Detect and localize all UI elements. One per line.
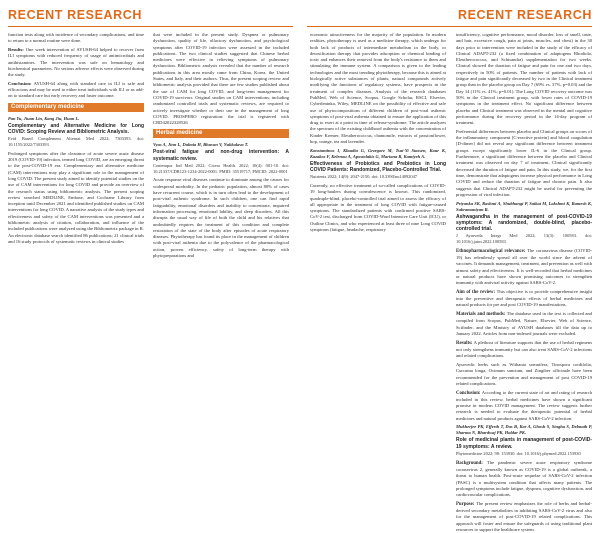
article-citation: Evid Based Complement Alternat Med 2022; 7303393. doi: 10.1155/2022/7303393 — [8, 136, 144, 147]
column-3 — [310, 32, 446, 420]
paragraph — [8, 47, 144, 78]
header-title-right: RECENT RESEARCH — [457, 8, 592, 22]
lead-label: Conclusion: — [8, 80, 32, 86]
paragraph: function tests along with incidence of secondary complications, and time to return to a normal routine were done. — [8, 32, 144, 44]
article-authors: Vyas A, Jinn L, Dalmia H, Bhuvan V, Nakkalava T. — [153, 142, 249, 148]
paragraph-text: According to the current state of art and rating of research included in this review, herbal medicines have shown a significant promise in modern COVID management. The review suggests further research is needed to evaluate the therapeutic potential of herbal medicines and natural products against SARS-CoV-2 infection. — [456, 389, 592, 421]
paragraph-text: The database used in the text is collected and compiled from Scopus, PubMed, Nature, Elsevier, Web of Science, Scifinder, and the Ministry of AYUSH databases till the data up to January 2022. Articles from non-indexed journals were excluded. — [456, 311, 592, 337]
paragraph — [456, 248, 592, 287]
header-rule-right — [307, 26, 592, 27]
article-title: Ashwagandha in the management of post-COVID-19 symptoms: A randomized, double-blind, placebo-controlled trial. — [456, 213, 592, 232]
article-authors: Mukherjee PK, Efferth T, Das B, Kar A, Ghosh S, Singha S, Debnath P, Sharma N, Bhardwaj PK, Haldar PK. — [456, 424, 592, 436]
paragraph — [456, 311, 592, 337]
lead-label: Materials and methods: — [456, 312, 506, 318]
paragraph — [456, 289, 592, 309]
paragraph-text: The coronavirus disease (COVID-19) has relentlessly spread all over the world since the advent of vaccines. It demands management, treatment, and prevention as well with utmost safety and effectiveness. It is well-recorded that herbal medicines or natural products have shown promising outcomes to strengthen immunity with antiviral activity against SARS-CoV-2. — [456, 247, 592, 286]
running-header-right — [458, 6, 592, 24]
paragraph-text: The present review emphasizes the role of herbs and herbal-derived secondary metabolites in inhibiting SARS-CoV-2 virus and also for the management of post-COVID-19 related complications. This approach will foster and ensure the safeguards of using traditional plant resources to support the healthcare system. — [456, 500, 592, 533]
lead-label: Conclusion: — [456, 390, 481, 396]
paragraph: Ayurvedic herbs such as Withania somnifera, Tinospora cordifolia, Curcuma longa, Ocimum sanctum, and Zingiber officinale have been recommended for the prevention and management of post COVID-19 related complications. — [456, 362, 592, 386]
header-rule-left — [8, 26, 293, 27]
column-2 — [153, 32, 289, 420]
article-authors: Konstantinos I, Klaudia G, Grzegorz M, Tsui-Yi Stassen, Kaur K, Kazakos F, Kelenou A, Apostolakis G, Mariana R, Kamiyeh A. — [310, 147, 446, 159]
paragraph: Prolonged symptoms after the clearance of acute severe acute disease 2019 (COVID-19) infection, termed long COVID, are an emerging threat to the post-COVID-19 era. Complementary and alternative medicine (CAM) interventions may play a significant role in the management of long COVID. The present study aimed to identify potential studies on the use of CAM interventions for long COVID and provide an overview of the research status using bibliometric analysis. The present scoping review searched MEDLINE, Embase, and Cochrane Library from inception until December 2021 and identified published studies on CAM interventions for long COVID. A narrative analysis of the study types and effectiveness and safety of the CAM interventions was presented and a bibliometric analysis of citation, collaboration, and influence of the included publications were analyzed using the Bibliometrix package in R. An electronic database search identified 86 publications; 21 clinical trials and 16 study protocols of systematic reviews in clinical studies — [8, 150, 144, 244]
paragraph: insufficiency, cognitive performance, mood disorder, loss of smell, taste, and hair, excessive cough, pain at joints, muscles, and chest) in the 30 days prior to intervention were included in the study of the efficacy of Clinical ADAPT-232 (a fixed combination of adaptogens Rhodiola, Eleutherococcus, and Schisandra) supplementation for two weeks. Clinical showed the duration of fatigue and pain for one and two days, respectively in 50% of patients. The number of patients with lack of fatigue and pain significantly decreased by two in the Clinical treatment group than in the placebo group on Day 7 (69% vs. 37%, p=0.03) and the Day 14 (11% vs. 41%; p=0.01). The Long COVID recovery outcome was 50% in the Clinical treatment group, with lower rates of COVID-19 symptoms in the treatment effect. No significant difference between placebo and Clinical treatment was observed in the mental and cognitive performance during the recovery period in the 14-day program of treatment. — [456, 32, 592, 126]
paragraph-text: The pandemic severe acute respiratory syndrome coronavirus 2, generally known as COVID-19 is a global outbreak, a threat to human health. Post-acute sequelae of SARS-CoV-2 infection (PASC) is a multisystem condition that affects many patients. The prolonged symptoms include fatigue, dyspnea, cognitive dysfunction, and cardiovascular complications. — [456, 459, 592, 498]
paragraph — [456, 460, 592, 499]
article-title: Role of medicinal plants in management of post-COVID-19 symptoms: A review. — [456, 437, 592, 450]
article-title: Effectiveness of Probiotics and Prebiotics in Long COVID Patients: Randomized, Placebo-Controlled Trial. — [310, 160, 446, 173]
article-citation: J Ayurveda Integr Med 2022; 13(3): 100583. doi: 10.1016/j.jaim.2022.100583 — [456, 233, 592, 244]
lead-label: Purpose: — [456, 501, 475, 507]
paragraph-text: AYUSH-64 along with standard care in ILI is safe and efficacious and may be used to either treat individuals with ILI or as add-on to standard care but early recovery and faster outcome. — [8, 80, 144, 99]
lead-label: Results: — [8, 46, 24, 52]
article-authors: Priyanka SK, Rashmi A, Shubhangi P, Saikat M, Lakshmi K, Ramesh K, Subramaniyan R. — [456, 200, 592, 212]
paragraph — [456, 340, 592, 360]
lead-label: Results: — [456, 340, 473, 346]
paragraph-text: A plethora of literature supports that the use of herbal regimens not only strengthens immunity but can also treat SARS-CoV-2 infections and related complications. — [456, 339, 592, 359]
subheading: Ethnopharmacological relevance: — [456, 248, 526, 254]
paragraph-text: One week intervention of AYUSH-64 helped to recover from ILI symptoms with reduced frequency of usage of antimicrobials and antihistamines. The intervention was safe on hematology and biochemical parameters. No serious adverse effects were observed during the study. — [8, 46, 144, 78]
column-4 — [456, 32, 592, 533]
paragraph: Currently, no effective treatment of so-called complications of COVID-19 long-haulers during convalescence is known. This randomized, quadruple-blind, placebo-controlled trial aimed to assess the efficacy of all appropriate in the treatment of long COVID with fatigue-caused symptoms. The standardized patients with confirmed positive SARS-CoV-2 test, discharged from COVID-Ward Intensive Care Unit (ICU), or Outline Clinics, and who experienced at least three of nine Long COVID symptoms (fatigue, headache, respiratory — [310, 182, 446, 233]
article-citation: Contempor Ind Med 2022; Cicero Health. 2022; 10(4): 001-10. doi: 10.21337/CDR123-1234-2022-0001. PMID: 35519717; PMCID: 2022-0001 — [153, 162, 289, 174]
paragraph — [456, 501, 592, 533]
section-heading-complementary: Complementary medicine — [8, 103, 144, 112]
lead-label: Aim of the review: — [456, 289, 496, 295]
section-heading-herbal: Herbal medicine — [153, 129, 289, 138]
running-header-left — [8, 6, 142, 24]
paragraph-text: This objective is to provide comprehensive insight into the preventive and therapeutic effects of herbal medicines and natural products for pre and post COVID-19 manifestations. — [456, 288, 592, 308]
header-title-left: RECENT RESEARCH — [8, 8, 143, 22]
paragraph: Acute response viral diseases continue to dominate among the causes for widespread morbidity. In the pediatric population, almost 80% of cases have recurrent course, which is in turn often lead to the development of post-viral asthenic syndrome. In such children, one can find rapid fatiguability, emotional disorders and inability to concentrate, impaired information processing, emotional lability, and sleep disorders. All this disrupts the usual way of life of both the child and his relatives that undoubtedly requires the treatment of this condition and complete restoration of the state of the body after episodes of acute respiratory diseases. Phytotherapy has found its place in the management of children with post-viral asthenia due to the polyvalence of the pharmacological action, proven efficiency, safety of long-term therapy with phytopreparations and — [153, 177, 289, 259]
paragraph: Preferential differences between placebo and Clinical groups on scores of the inflammatory component [C-reactive protein] and blood coagulation [D-dimer] did not reveal any significant difference between treatment groups except significantly lower IL-6 in the Clinical group. Furthermore, a significant difference between the placebo and Clinical treatment was observed on day 7 of treatment, Clinical significantly decreased the duration of fatigue and pain. In this study, we, for the first time, demonstrate that adaptogens increase physical performance in Long COVID and reduce the duration of fatigue and chronic pain. It also suggests that Clinical ADAPT-232 might be useful for preventing the progression of viral infection. — [456, 128, 592, 197]
page-gutter — [298, 0, 302, 424]
article-authors: Pan Yu, Jiuan Lin, Kang Jiu, Huan L. — [8, 115, 80, 121]
article-title: Complementary and Alternative Medicine for Long COVID: Scoping Review and Bibliometric Analysis. — [8, 122, 144, 135]
article-citation: Nutrients 2022; 14(9): 2047-2150. doi: 10.3390/nu14092047 — [310, 174, 417, 180]
article-citation: Phytomedicine 2022; 98: 153930. doi: 10.1016/j.phymed.2022.153930 — [456, 450, 581, 456]
paragraph — [8, 81, 144, 100]
article-title: Post-viral fatigue and non-drug intervention: A systematic review. — [153, 149, 289, 162]
column-1 — [8, 32, 144, 420]
paragraph — [456, 390, 592, 422]
paragraph: economic attractiveness for the majority of the population. In modern realities, phytotherapy is used as a medicine therapy, which undergo for both lack of products of intermediate metabolism in the body, or detoxification therapy that provides adsorption or chemical binding of toxic and enhances their removal from the body's resistance to them and stimulating the immune system. A comparison is given to the leading technologies and the most trending phytotherapy, because this is aimed at biologically active substances of plants; natural compounds actively modifying the functions of regulatory systems, have prospects in the treatment of complex diseases. Analysis of the research databases PubMed, Web of Science, Scopus, Google Scholar, RSCI, Elsevier, Cyberleninka, Wiley, MEDLINE on the possibility of effective and safe use of phytocompositions of different children of post-viral asthenic symptoms of post-viral asthenia obtained to ensure the application of this drug to exert at a point in time of release-syndrome. The article analyzes the spectrum of the existing childhood asthenia with the concentration of Kinder Kremer, Eleutherococcus, chamomile, extracts of passionflower, hop, orange, tea and lavender. — [310, 32, 446, 145]
paragraph: that were included in the present study. Dyspnea or pulmonary dysfunction, quality of life, olfactory dysfunction, and psychological symptoms after COVID-19 infection were assessed in the included publications. The two clinical studies suggested that Chinese herbal medicines were effective in relieving symptoms of pulmonary dysfunction. Bibliometric analysis revealed that the number of research publications in this area mostly came from China, Korea, the United States, and Italy, and their authors. Thus, the present scoping review and bibliometric analysis provided that there are few studies published about the use of CAM for long COVID, and long-term management for COVID-19 survivors. Original studies on CAM interventions, including randomized controlled trials and systematic reviews, are required to actively investigate whether or their use in the management of long COVID. PROSPERO registration: the trial is registered with CRD42022328526 — [153, 32, 289, 126]
lead-label: Background: — [456, 460, 483, 466]
